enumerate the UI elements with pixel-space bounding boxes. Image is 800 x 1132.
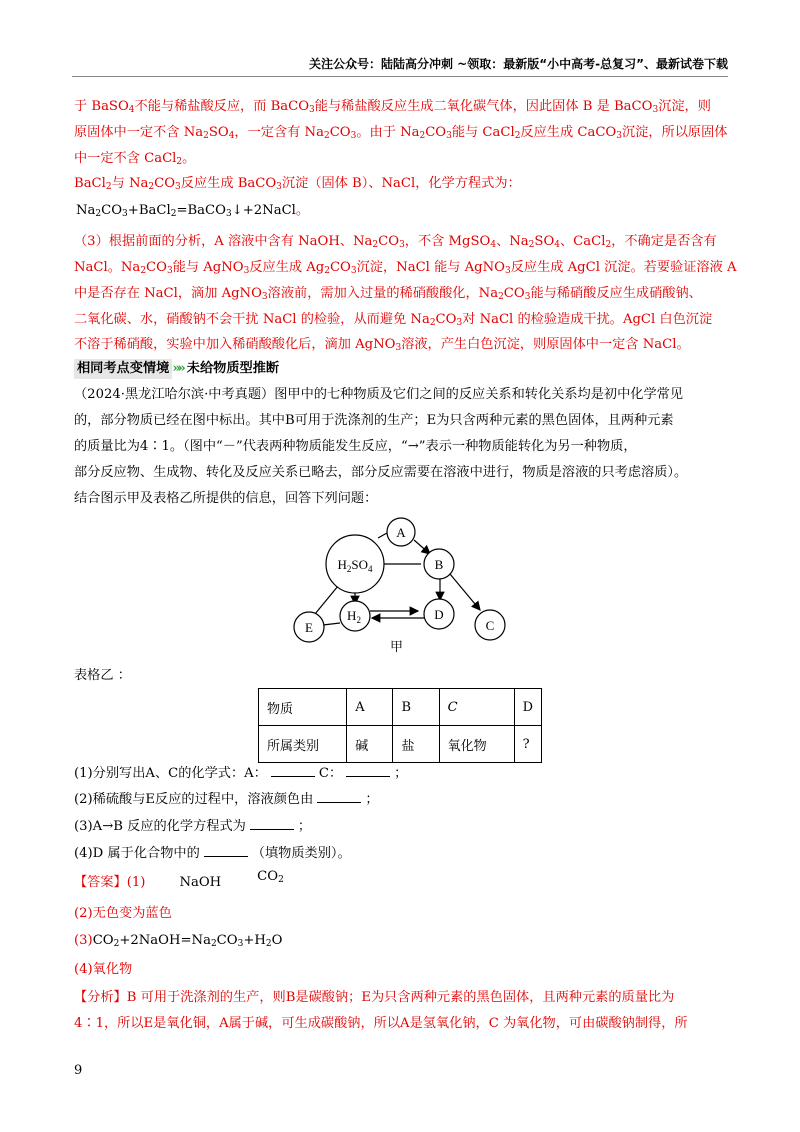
q3-end: ； (297, 819, 312, 834)
answer-3 (74, 931, 282, 951)
line-h2so4-a (378, 533, 387, 538)
label-a: A (396, 525, 406, 540)
answer-1 (74, 869, 284, 893)
label-e: E (305, 620, 313, 635)
arrow-a-b (414, 540, 430, 554)
table-cell: D (514, 689, 541, 726)
q2-prefix: (2)稀硫酸与E反应的过程中，溶液颜色由 (74, 792, 314, 807)
section-title: 未给物质型推断 (186, 361, 280, 376)
analysis-line-1: 于 BaSO$_4$不能与稀盐酸反应，而 BaCO$_3$能与稀盐酸反应生成二氧化碳气体，因此固体 B 是 BaCO$_3$沉淀，则 (74, 99, 711, 115)
table-cell: A (347, 689, 393, 726)
table-cell: 所属类别 (259, 726, 347, 763)
table-cell: 碱 (347, 726, 393, 763)
answer-2: (2)无色变为蓝色 (74, 906, 172, 921)
answer-blank-category[interactable] (204, 844, 248, 857)
question-3 (74, 817, 311, 837)
label-b: B (434, 557, 444, 572)
table-row (259, 726, 542, 763)
page-header: 关注公众号：陆陆高分冲刺 ~领取：最新版“小中高考-总复习”、最新试卷下载 (309, 57, 728, 71)
question-line-1: （2024·黑龙江哈尔滨·中考真题）图甲中的七种物质及它们之间的反应关系和转化关系均是初中化学常见 (74, 387, 684, 402)
part3-line-4: 二氧化碳、水，硝酸钠不会干扰 NaCl 的检验，从而避免 $Na_2CO_3$对 NaCl 的检验造成干扰。AgCl 白色沉淀 (74, 312, 713, 328)
q1-mid: C： (318, 766, 343, 781)
double-chevron-icon: »» (172, 361, 183, 376)
answer-blank-c[interactable] (346, 764, 390, 777)
analysis-line-4: BaCl$_2$与 $Na_2CO_3$反应生成 BaCO$_3$沉淀（固体 B）、NaCl，化学方程式为： (74, 176, 521, 192)
reaction-equation (76, 201, 309, 221)
part3-line-1: （3）根据前面的分析，A 溶液中含有 NaOH、$Na_2CO_3$，不含 MgSO$_4$、$Na_2SO_4$、CaCl$_2$，不确定是否含有 (74, 234, 717, 250)
answer-blank-color[interactable] (317, 790, 361, 803)
line-e-h2 (323, 623, 340, 625)
figure-caption: 甲 (390, 640, 404, 655)
q4-prefix: (4)D 属于化合物中的 (74, 846, 200, 861)
property-table (258, 688, 542, 763)
table-cell: B (393, 689, 439, 726)
analysis-line-3: 中一定不含 CaCl$_2$。 (74, 151, 196, 167)
answer-1-a: NaOH (179, 875, 222, 890)
analysis-bottom-text-1: B 可用于洗涤剂的生产，则B是碳酸钠；E为只含两种元素的黑色固体，且两种元素的质量比为 (126, 990, 675, 1005)
table-cell: ? (514, 726, 541, 763)
page-number: 9 (74, 1063, 83, 1078)
q1-prefix: (1)分别写出A、C的化学式：A： (74, 766, 267, 781)
table-cell: C (439, 689, 514, 726)
section-tag: 相同考点变情境 (74, 359, 172, 379)
part3-line-5: 不溶于稀硝酸，实验中加入稀硝酸酸化后，滴加 AgNO$_3$溶液，产生白色沉淀，则原固体中一定含 NaCl。 (74, 337, 690, 353)
label-h2so4: $H_2SO_4$ (337, 557, 373, 574)
table-row (259, 689, 542, 726)
label-d: D (434, 607, 444, 622)
analysis-bottom-line-2: 4∶1，所以E是氧化铜，A属于碱，可生成碳酸钠，所以A是氢氧化钠，C 为氧化物，可由碳酸钠制得，所 (74, 1016, 688, 1031)
analysis-bottom-line-1 (74, 988, 674, 1008)
label-h2: $H_2$ (347, 608, 361, 625)
equation-text: $Na_2CO_3+BaCl_2=BaCO_3↓+2NaCl$ (76, 203, 296, 219)
analysis-label: 【分析】 (74, 990, 127, 1005)
table-cell: 盐 (393, 726, 439, 763)
answer-3-num: (3) (74, 933, 93, 948)
arrow-b-c (450, 574, 480, 610)
answer-3-equation: $CO_2+2NaOH=Na_2CO_3+H_2O$ (92, 933, 283, 949)
line-e-h2so4 (315, 586, 338, 614)
part3-line-2: NaCl。$Na_2CO_3$能与 AgNO$_3$反应生成 $Ag_2CO_3$沉淀，NaCl 能与 AgNO$_3$反应生成 AgCl 沉淀。若要验证溶液 A (74, 260, 737, 276)
question-line-2: 的，部分物质已经在图中标出。其中B可用于洗涤剂的生产；E为只含两种元素的黑色固体，且两种元素 (74, 413, 674, 428)
answer-label: 【答案】 (74, 875, 127, 890)
table-label: 表格乙 ： (74, 668, 131, 683)
q4-end: （填物质类别）。 (251, 846, 351, 861)
question-2 (74, 790, 379, 810)
section-heading (74, 359, 279, 379)
answer-blank-a[interactable] (271, 764, 315, 777)
question-line-5: 结合图示甲及表格乙所提供的信息，回答下列问题： (74, 491, 378, 506)
answer-1-c: $CO_2$ (257, 869, 284, 885)
header-divider (72, 76, 728, 77)
answer-1-num: (1) (126, 875, 146, 890)
q1-end: ； (394, 766, 408, 781)
table-cell: 氧化物 (439, 726, 514, 763)
answer-blank-equation[interactable] (250, 817, 294, 830)
equation-end: 。 (295, 203, 310, 218)
q2-end: ； (365, 792, 379, 807)
reaction-diagram (290, 508, 520, 648)
analysis-line-2: 原固体中一定不含 $Na_2SO_4$，一定含有 $Na_2CO_3$。由于 $Na_2CO_3$能与 CaCl$_2$反应生成 CaCO$_3$沉淀，所以原固体 (74, 125, 728, 141)
table-cell: 物质 (259, 689, 347, 726)
part3-line-3: 中是否存在 NaCl，滴加 AgNO$_3$溶液前，需加入过量的稀硝酸酸化，$Na_2CO_3$能与稀硝酸反应生成硝酸钠、 (74, 286, 702, 302)
question-line-3: 的质量比为4∶1。（图中“－”代表两种物质能发生反应，“→”表示一种物质能转化为另一种物质， (74, 439, 637, 454)
label-c: C (485, 618, 495, 633)
question-1 (74, 764, 407, 784)
question-4 (74, 844, 351, 864)
answer-4: (4)氧化物 (74, 962, 133, 977)
question-line-4: 部分反应物、生成物、转化及反应关系已略去，部分反应需要在溶液中进行，物质是溶液的只考虑溶质）。 (74, 465, 688, 480)
q3-prefix: (3)A→B 反应的化学方程式为 (74, 819, 246, 834)
